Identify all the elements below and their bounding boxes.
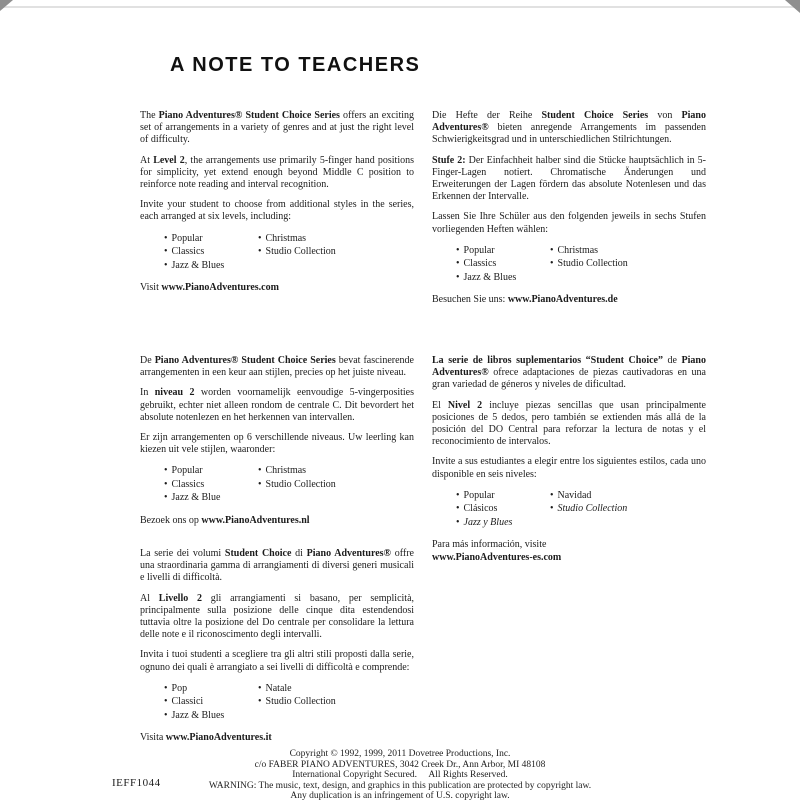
style-option: • Navidad xyxy=(550,489,592,501)
style-option: • Christmas xyxy=(550,244,599,256)
bullet-icon: • xyxy=(258,682,262,694)
style-option: • Jazz y Blues xyxy=(456,516,513,528)
paragraph: El Nivel 2 incluye piezas sencillas que usan principalmente posiciones de 5 dedos, pero también se extienden más allá de la posición del DO Central para reforzar la lectura de notas y el reconocimiento de intervalos. xyxy=(432,399,706,448)
copyright-line: Copyright © 1992, 1999, 2011 Dovetree Productions, Inc. xyxy=(289,749,511,759)
website-line: Besuchen Sie uns: www.PianoAdventures.de xyxy=(432,294,618,306)
catalog-number: IEFF1044 xyxy=(112,777,161,789)
style-list-row xyxy=(164,478,414,492)
website-info xyxy=(432,293,706,306)
style-list xyxy=(432,489,706,530)
style-option: • Jazz & Blues xyxy=(164,259,225,271)
paragraph: The Piano Adventures® Student Choice Series offers an exciting set of arrangements in a variety of genres and at just the right level of difficulty. xyxy=(140,110,415,146)
style-option: • Classici xyxy=(164,696,204,708)
style-option: • Studio Collection xyxy=(550,503,628,515)
style-list-row xyxy=(456,244,706,258)
style-option: • Classics xyxy=(456,258,497,270)
paragraphs xyxy=(432,110,706,236)
style-option: • Studio Collection xyxy=(258,478,336,490)
website-info xyxy=(140,281,414,294)
style-option: • Clásicos xyxy=(456,503,498,515)
bullet-icon: • xyxy=(164,246,168,258)
paragraph: Invite a sus estudiantes a elegir entre los siguientes estilos, cada uno disponible en seis niveles: xyxy=(432,456,706,480)
bullet-icon: • xyxy=(456,516,460,528)
paragraph: La serie dei volumi Student Choice di Piano Adventures® offre una straordinaria gamma di arrangiamenti di diversi generi musicali e livelli di difficoltà. xyxy=(140,548,414,584)
german-note-section xyxy=(432,110,706,306)
copyright-footer xyxy=(0,749,800,802)
style-option: • Natale xyxy=(258,682,292,694)
style-option: • Jazz & Blues xyxy=(456,271,517,283)
style-option: • Classics xyxy=(164,246,205,258)
style-list-row xyxy=(164,491,414,505)
paragraph: Die Hefte der Reihe Student Choice Series von Piano Adventures® bieten anregende Arrangements im passenden Schwierigkeitsgrad und in unterschiedlichen Stilrichtungen. xyxy=(432,110,706,146)
page-title: A NOTE TO TEACHERS xyxy=(170,54,421,76)
bullet-icon: • xyxy=(456,489,460,501)
paragraphs xyxy=(140,355,414,456)
website-info xyxy=(432,538,706,564)
style-option: • Popular xyxy=(164,465,203,477)
paragraph: Invite your student to choose from additional styles in the series, each arranged at six levels, including: xyxy=(140,199,414,223)
paragraph: Stufe 2: Der Einfachheit halber sind die Stücke hauptsächlich in 5-Finger-Lagen notiert. Chromatische Änderungen und Erweiterungen der Lagen fördern das absolute Notenlesen und das Erkennen der Intervalle. xyxy=(432,154,706,203)
bullet-icon: • xyxy=(550,489,554,501)
bullet-icon: • xyxy=(550,503,554,515)
bullet-icon: • xyxy=(164,492,168,504)
paragraph: In niveau 2 worden voornamelijk eenvoudige 5-vingerposities gebruikt, echter niet alleen rondom de centrale C. Dit bevordert het absolute notenlezen en het herkennen van intervallen. xyxy=(140,387,414,423)
bullet-icon: • xyxy=(258,246,262,258)
website-line: Visit www.PianoAdventures.com xyxy=(140,282,279,294)
paragraph: Invita i tuoi studenti a scegliere tra gli altri stili proposti dalla serie, ognuno dei quali è arrangiato a sei livelli di difficoltà e comprende: xyxy=(140,649,414,673)
style-list-row xyxy=(164,709,414,723)
style-option: • Popular xyxy=(456,489,495,501)
bullet-icon: • xyxy=(258,465,262,477)
website-line: Visita www.PianoAdventures.it xyxy=(140,732,272,744)
style-list-row xyxy=(456,257,706,271)
style-list xyxy=(140,682,414,723)
style-option: • Studio Collection xyxy=(258,246,336,258)
style-option: • Christmas xyxy=(258,232,307,244)
bullet-icon: • xyxy=(456,271,460,283)
style-list-row xyxy=(456,516,706,530)
style-list-row xyxy=(164,232,414,246)
warning-line: WARNING: The music, text, design, and graphics in this publication are protected by copyright law. xyxy=(208,780,592,791)
style-option: • Popular xyxy=(164,232,203,244)
style-option: • Jazz & Blues xyxy=(164,709,225,721)
style-list-row xyxy=(456,489,706,503)
style-option: • Pop xyxy=(164,682,188,694)
style-option: • Studio Collection xyxy=(550,258,628,270)
bullet-icon: • xyxy=(456,503,460,515)
style-list-row xyxy=(164,695,414,709)
italian-note-section xyxy=(140,548,414,744)
website-line: Para más información, visite xyxy=(432,539,547,551)
style-option: • Classics xyxy=(164,478,205,490)
style-list xyxy=(140,232,414,273)
paragraphs xyxy=(432,355,706,481)
style-option: • Studio Collection xyxy=(258,696,336,708)
website-line: www.PianoAdventures-es.com xyxy=(432,552,562,564)
website-info xyxy=(140,514,414,527)
style-list xyxy=(140,464,414,505)
bullet-icon: • xyxy=(456,258,460,270)
bullet-icon: • xyxy=(550,258,554,270)
dutch-note-section xyxy=(140,355,414,527)
bullet-icon: • xyxy=(258,696,262,708)
bullet-icon: • xyxy=(456,244,460,256)
website-line: Bezoek ons op www.PianoAdventures.nl xyxy=(140,514,310,526)
style-list-row xyxy=(456,271,706,285)
bullet-icon: • xyxy=(164,478,168,490)
paragraph: Lassen Sie Ihre Schüler aus den folgenden jeweils in sechs Stufen vorliegenden Heften wählen: xyxy=(432,211,706,235)
publisher-address-line: c/o FABER PIANO ADVENTURES, 3042 Creek Dr., Ann Arbor, MI 48108 xyxy=(254,759,546,770)
style-list-row xyxy=(164,464,414,478)
style-list-row xyxy=(164,245,414,259)
style-option: • Jazz & Blue xyxy=(164,492,221,504)
bullet-icon: • xyxy=(550,244,554,256)
paragraph: Al Livello 2 gli arrangiamenti si basano, per semplicità, principalmente sulla posizione delle cinque dita estendendosi tuttavia oltre la posizione del Do centrale per consolidare la lettura delle note e il riconoscimento degli intervalli. xyxy=(140,592,415,641)
english-note-section xyxy=(140,110,414,294)
bullet-icon: • xyxy=(164,696,168,708)
bullet-icon: • xyxy=(164,465,168,477)
paragraph: De Piano Adventures® Student Choice Series bevat fascinerende arrangementen in een keur aan stijlen, precies op het juiste niveau. xyxy=(140,355,414,379)
rights-reserved-line: International Copyright Secured. All Rights Reserved. xyxy=(292,770,508,781)
bullet-icon: • xyxy=(258,232,262,244)
duplication-line: Any duplication is an infringement of U.S. copyright law. xyxy=(290,791,510,802)
bullet-icon: • xyxy=(164,232,168,244)
paragraph: La serie de libros suplementarios “Student Choice” de Piano Adventures® ofrece adaptaciones de piezas cautivadoras en una gran variedad de géneros y niveles de dificultad. xyxy=(432,355,706,391)
style-list-row xyxy=(456,502,706,516)
paragraph: Er zijn arrangementen op 6 verschillende niveaus. Uw leerling kan kiezen uit vele stijlen, waaronder: xyxy=(140,432,414,456)
style-list xyxy=(432,244,706,285)
paragraph: At Level 2, the arrangements use primarily 5-finger hand positions for simplicity, yet extend enough beyond Middle C position to reinforce note reading and interval recognition. xyxy=(140,154,415,191)
style-list-row xyxy=(164,259,414,273)
paragraphs xyxy=(140,110,414,224)
style-list-row xyxy=(164,682,414,696)
bullet-icon: • xyxy=(164,259,168,271)
spanish-note-section xyxy=(432,355,706,564)
paragraphs xyxy=(140,548,414,674)
website-info xyxy=(140,731,414,744)
bullet-icon: • xyxy=(258,478,262,490)
style-option: • Christmas xyxy=(258,465,307,477)
style-option: • Popular xyxy=(456,244,495,256)
bullet-icon: • xyxy=(164,682,168,694)
bullet-icon: • xyxy=(164,709,168,721)
